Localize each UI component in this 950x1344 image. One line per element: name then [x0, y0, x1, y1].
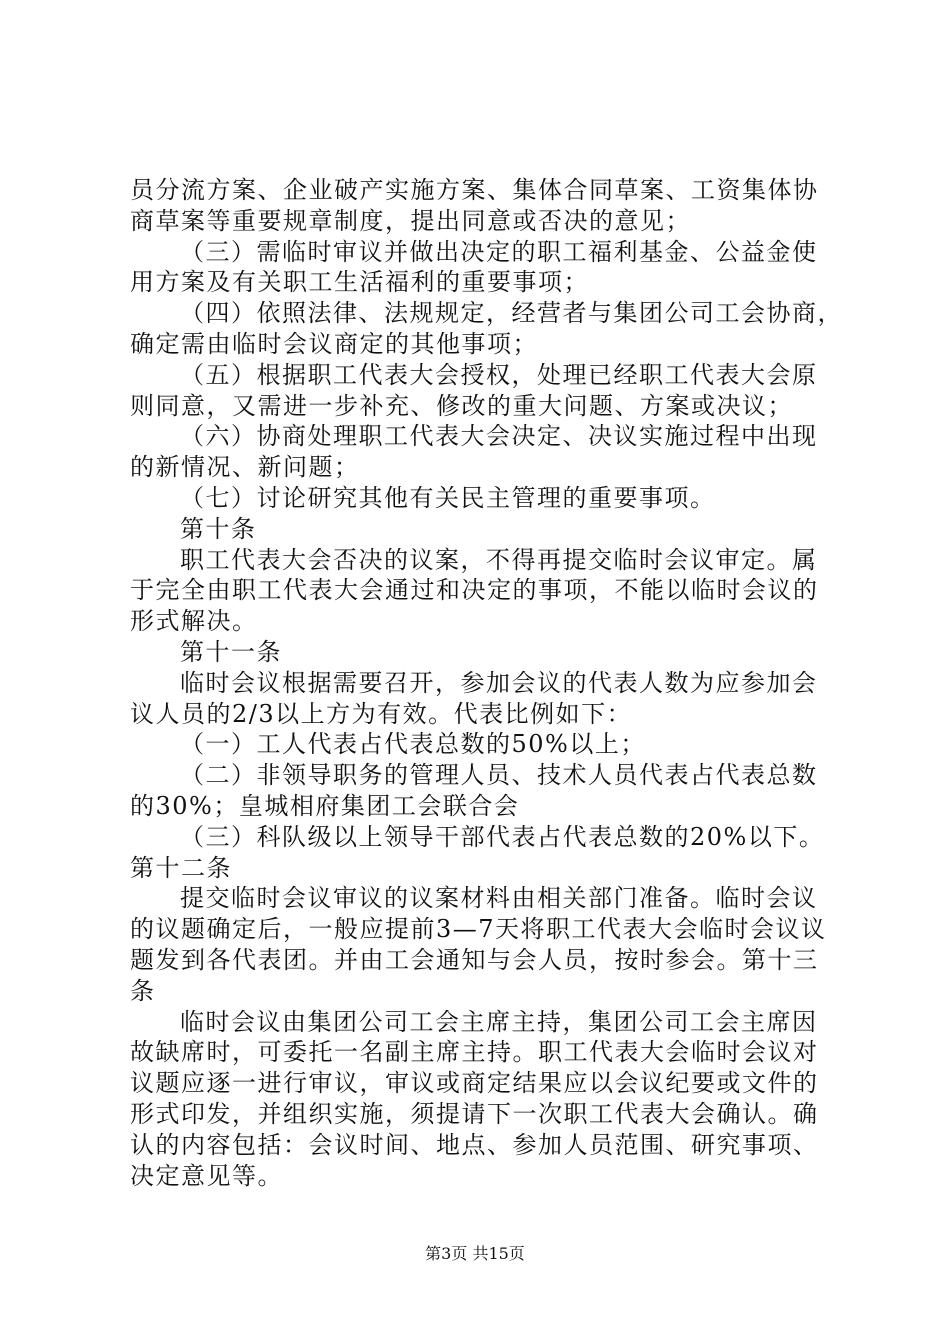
text-line: （六）协商处理职工代表大会决定、决议实施过程中出现 — [180, 422, 818, 451]
text-line: 决定意见等。 — [130, 1161, 283, 1190]
text-line: 题发到各代表团。并由工会通知与会人员，按时参会。第十三 — [130, 945, 819, 974]
text-line: 认的内容包括：会议时间、地点、参加人员范围、研究事项、 — [130, 1130, 819, 1159]
article-heading: 第十条 — [180, 514, 257, 543]
text-line: 提交临时会议审议的议案材料由相关部门准备。临时会议 — [180, 884, 818, 913]
text-line: 职工代表大会否决的议案，不得再提交临时会议审定。属 — [180, 545, 818, 574]
article-heading: 第十二条 — [130, 853, 232, 882]
text-line: 于完全由职工代表大会通过和决定的事项，不能以临时会议的 — [130, 576, 819, 605]
text-line: 用方案及有关职工生活福利的重要事项； — [130, 268, 589, 297]
text-line: 的30%；皇城相府集团工会联合会 — [130, 791, 520, 820]
text-line: 议题应逐一进行审议，审议或商定结果应以会议纪要或文件的 — [130, 1069, 819, 1098]
text-line: （一）工人代表占代表总数的50%以上； — [180, 730, 646, 759]
text-line: 临时会议由集团公司工会主席主持，集团公司工会主席因 — [180, 1007, 818, 1036]
document-body — [130, 175, 843, 1191]
text-line: 的议题确定后，一般应提前3—7天将职工代表大会临时会议议 — [130, 915, 827, 944]
text-line: （三）需临时审议并做出决定的职工福利基金、公益金使 — [180, 237, 818, 266]
text-line: 的新情况、新问题； — [130, 453, 360, 482]
text-line: 员分流方案、企业破产实施方案、集体合同草案、工资集体协 — [130, 176, 819, 204]
text-line: 则同意，又需进一步补充、修改的重大问题、方案或决议； — [130, 391, 793, 420]
text-line: （七）讨论研究其他有关民主管理的重要事项。 — [180, 483, 716, 512]
text-line: 故缺席时，可委托一名副主席主持。职工代表大会临时会议对 — [130, 1038, 819, 1067]
text-line: 临时会议根据需要召开，参加会议的代表人数为应参加会 — [180, 668, 818, 697]
article-heading: 第十一条 — [180, 637, 282, 666]
text-line: （二）非领导职务的管理人员、技术人员代表占代表总数 — [180, 761, 818, 790]
text-line: （三）科队级以上领导干部代表占代表总数的20%以下。 — [180, 822, 825, 851]
text-line: 形式印发，并组织实施，须提请下一次职工代表大会确认。确 — [130, 1099, 819, 1128]
text-line: 商草案等重要规章制度，提出同意或否决的意见； — [130, 206, 691, 235]
text-line: 形式解决。 — [130, 607, 258, 636]
text-line: 确定需由临时会议商定的其他事项； — [130, 329, 538, 358]
page-number-footer: 第3页 共15页 — [425, 1244, 525, 1263]
text-line: 议人员的2/3以上方为有效。代表比例如下： — [130, 699, 633, 728]
text-line: 条 — [130, 976, 156, 1005]
text-line: （五）根据职工代表大会授权，处理已经职工代表大会原 — [180, 360, 818, 389]
text-line: （四）依照法律、法规规定，经营者与集团公司工会协商， — [180, 299, 843, 328]
